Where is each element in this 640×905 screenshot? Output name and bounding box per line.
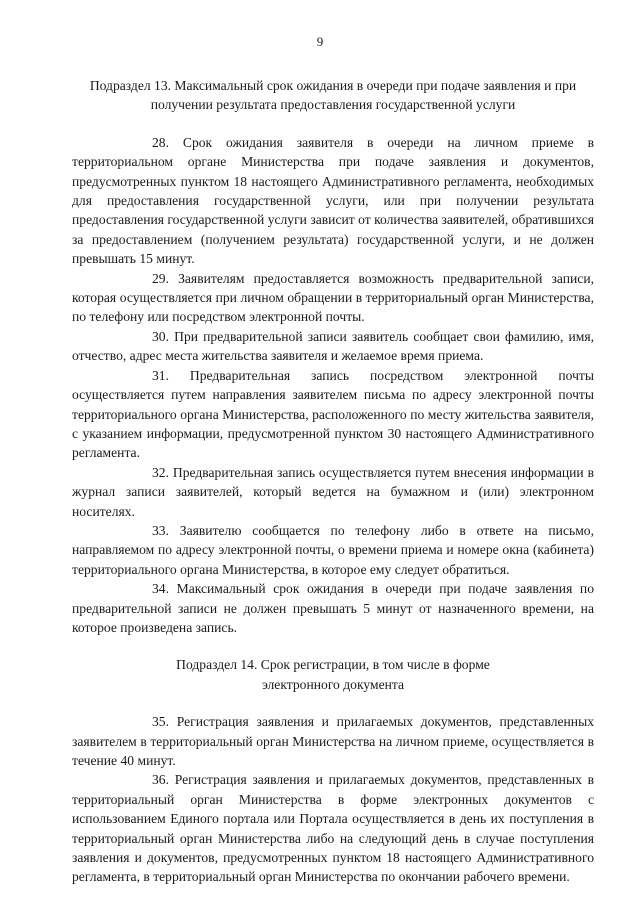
paragraph-number: 29. — [152, 270, 169, 286]
paragraph-30 — [72, 327, 594, 366]
paragraph-29 — [72, 269, 594, 327]
paragraph-number: 34. — [152, 581, 169, 597]
paragraph-number: 33. — [152, 522, 169, 538]
section-heading-14: Подраздел 14. Срок регистрации, в том числе в форме электронного документа — [176, 657, 490, 692]
paragraph-32 — [72, 463, 594, 521]
paragraph-text: Заявителям предоставляется возможность предварительной записи, которая осуществляется при личном обращении в территориальный орган Министерства, по телефону или посредством электронной почты. — [72, 270, 594, 325]
paragraph-text: Заявителю сообщается по телефону либо в ответе на письмо, направляемом по адресу электронной почты, о времени приема и номере окна (кабинета) территориального органа Министерства, в которое ему следует обратиться. — [72, 522, 594, 577]
paragraph-number: 28. — [152, 134, 169, 150]
paragraph-36 — [72, 770, 594, 886]
paragraph-text: При предварительной записи заявитель сообщает свои фамилию, имя, отчество, адрес места жительства заявителя и желаемое время приема. — [72, 328, 594, 364]
paragraph-text: Срок ожидания заявителя в очереди на личном приеме в территориальном органе Министерства при подаче заявления и документов, предусмотренных пунктом 18 настоящего Административного регламента, необходимых для предоставления государственной услуги, или при получении результата предоставления государственной услуги зависит от количества заявителей, обратившихся за предоставлением (получением результата) государственной услуги, и не должен превышать 15 минут. — [72, 134, 594, 267]
paragraph-text: Максимальный срок ожидания в очереди при подаче заявления по предварительной записи не должен превышать 5 минут от назначенного времени, на которое произведена запись. — [72, 581, 594, 635]
paragraph-text: Предварительная запись осуществляется путем внесения информации в журнал записи заявителей, который ведется на бумажном и (или) электронном носителях. — [72, 464, 594, 519]
paragraph-35 — [72, 712, 594, 770]
document-body — [72, 70, 594, 887]
page-number: 9 — [316, 34, 324, 49]
paragraph-number: 32. — [152, 464, 169, 480]
paragraph-number: 30. — [152, 328, 169, 344]
section-heading-13: Подраздел 13. Максимальный срок ожидания в очереди при подаче заявления и при получении результата предоставления государственной услуги — [89, 78, 577, 113]
paragraph-text: Предварительная запись посредством электронной почты осуществляется путем направления заявителем письма по адресу электронной почты территориального органа Министерства, расположенного по месту жительства заявителя, с указанием информации, предусмотренной пунктом 30 настоящего Административного регламента. — [72, 367, 594, 461]
paragraph-number: 36. — [152, 772, 169, 788]
paragraph-34 — [72, 579, 594, 637]
paragraph-number: 35. — [152, 714, 169, 730]
paragraph-31 — [72, 366, 594, 463]
paragraph-text: Регистрация заявления и прилагаемых документов, представленных в территориальный орган Министерства в форме электронных документов с использованием Единого портала или Портала осуществляется в день их поступления в территориальный орган Министерства либо на следующий день в случае поступления заявления и документов, предусмотренных пунктом 18 настоящего Административного регламента, в территориальный орган Министерства по окончании рабочего времени. — [72, 772, 594, 885]
paragraph-text: Регистрация заявления и прилагаемых документов, представленных заявителем в территориальный орган Министерства на личном приеме, осуществляется в течение 40 минут. — [72, 714, 594, 768]
paragraph-number: 31. — [152, 367, 169, 383]
paragraph-28 — [72, 133, 594, 269]
paragraph-33 — [72, 521, 594, 579]
